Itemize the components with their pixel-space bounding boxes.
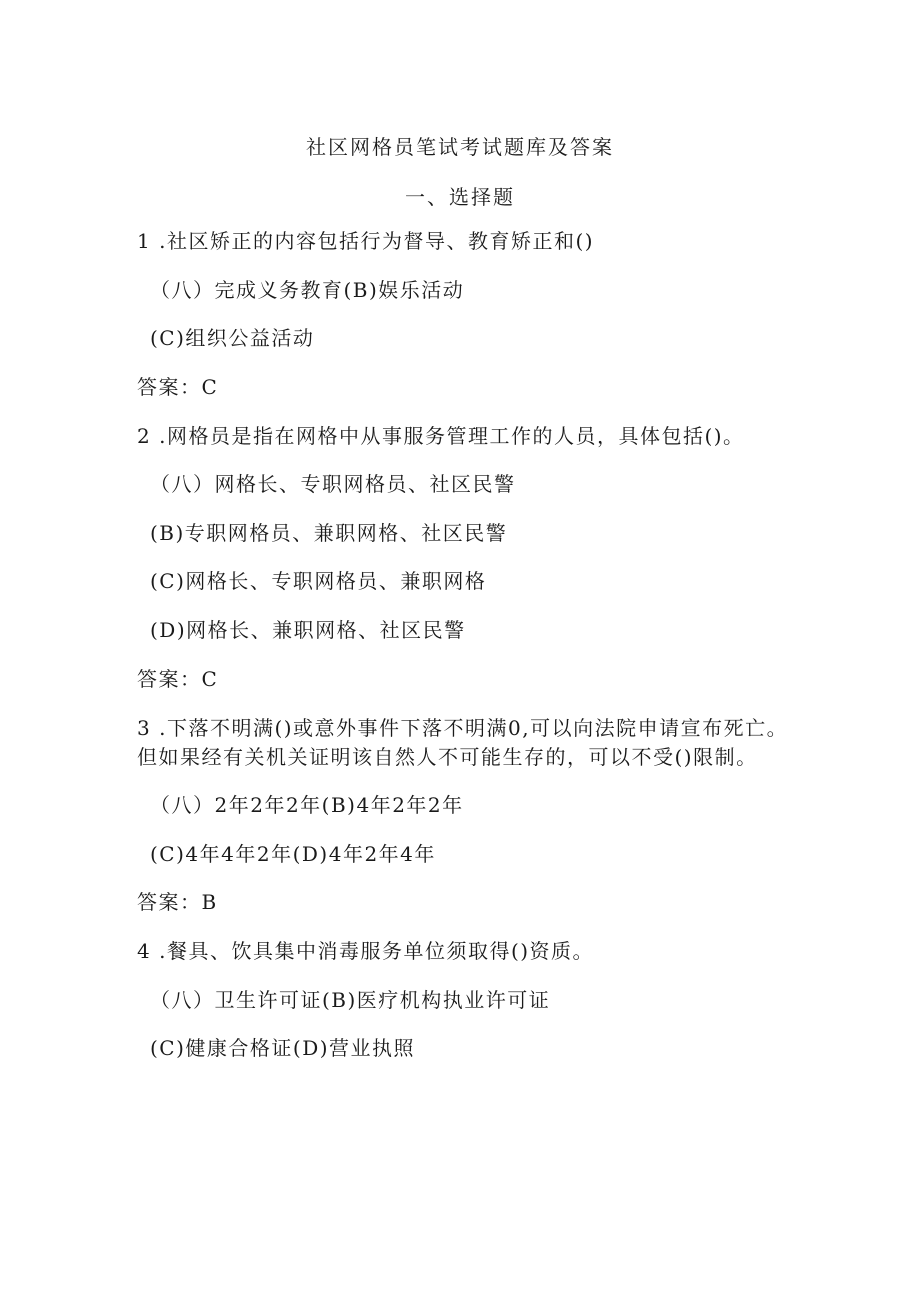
question-1-option-a-b: （八）完成义务教育(B)娱乐活动 [150,278,465,302]
question-4-option-a-b: （八）卫生许可证(B)医疗机构执业许可证 [150,988,551,1012]
question-2-option-c: (C)网格长、专职网格员、兼职网格 [150,569,487,593]
question-2-option-b: (B)专职网格员、兼职网格、社区民警 [150,521,508,545]
question-3-stem-line-2: 但如果经有关机关证明该自然人不可能生存的，可以不受()限制。 [137,745,758,769]
question-2-option-a: （八）网格长、专职网格员、社区民警 [150,472,516,496]
question-3-stem-line-1: 3 .下落不明满()或意外事件下落不明满0,可以向法院申请宣布死亡。 [137,716,789,740]
document-title: 社区网格员笔试考试题库及答案 [306,135,614,159]
section-heading: 一、选择题 [405,185,515,209]
question-3-answer: 答案：B [137,890,218,914]
question-4-option-c-d: (C)健康合格证(D)营业执照 [150,1036,416,1060]
question-1-answer: 答案：C [137,375,219,399]
question-2-answer: 答案：C [137,667,219,691]
question-3-option-c-d: (C)4年4年2年(D)4年2年4年 [150,842,436,866]
question-4-stem: 4 .餐具、饮具集中消毒服务单位须取得()资质。 [137,939,595,963]
question-1-stem: 1 .社区矫正的内容包括行为督导、教育矫正和() [137,229,595,253]
question-1-option-c: (C)组织公益活动 [150,326,315,350]
question-2-option-d: (D)网格长、兼职网格、社区民警 [150,618,466,642]
question-2-stem: 2 .网格员是指在网格中从事服务管理工作的人员，具体包括()。 [137,424,745,448]
question-3-option-a-b: （八）2年2年2年(B)4年2年2年 [150,793,464,817]
